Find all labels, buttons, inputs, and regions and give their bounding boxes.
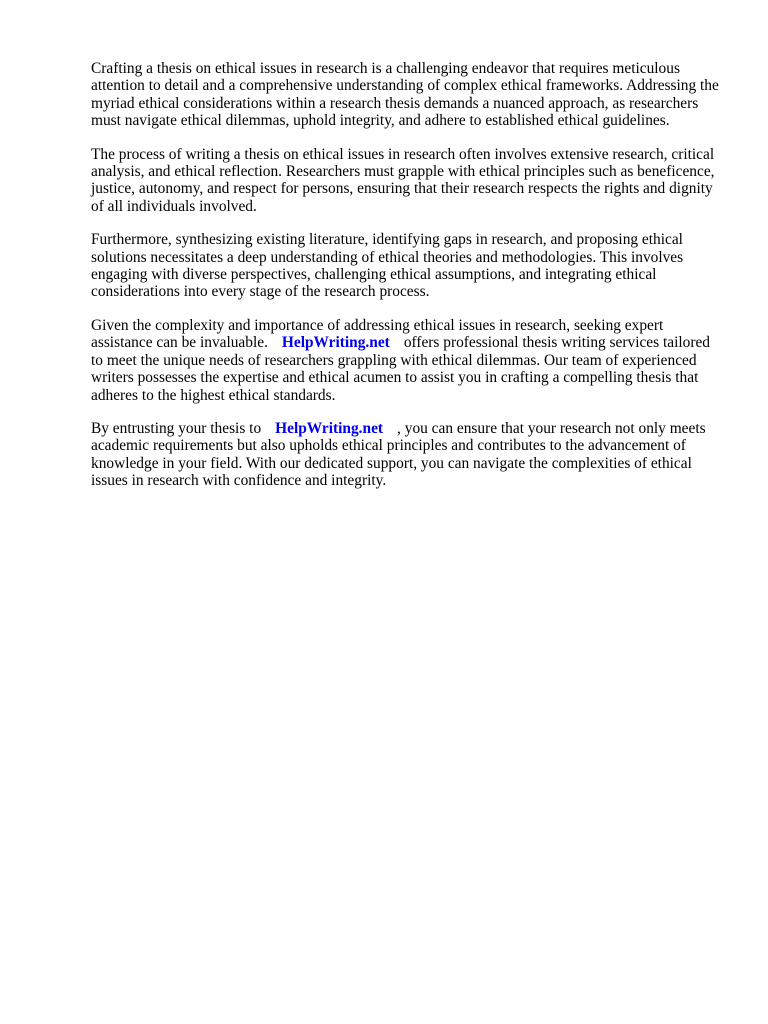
helpwriting-link[interactable]: HelpWriting.net [275, 419, 384, 437]
paragraph-entrusting-text-after: , you can ensure that your research not only meets academic requirements but also upholds ethical principles and contributes to the advancement of knowledge in your field. With our dedicated support, you can navigate the complexities of ethical issues in research with confidence and integrity. [91, 419, 706, 490]
paragraph-furthermore: Furthermore, synthesizing existing literature, identifying gaps in research, and proposing ethical solutions necessitates a deep understanding of ethical theories and methodologies. This involves engaging with diverse perspectives, challenging ethical assumptions, and integrating ethical considerations into every stage of the research process. [91, 231, 684, 301]
paragraph-process: The process of writing a thesis on ethical issues in research often involves extensive research, critical analysis, and ethical reflection. Researchers must grapple with ethical principles such as beneficence, justice, autonomy, and respect for persons, ensuring that their research respects the rights and dignity of all individuals involved. [91, 145, 715, 215]
paragraph-assistance-text-before: Given the complexity and importance of addressing ethical issues in research, seeking expert assistance can be invaluable. [91, 316, 664, 352]
paragraph-entrusting [91, 420, 721, 490]
helpwriting-link[interactable]: HelpWriting.net [281, 334, 390, 352]
paragraph-intro: Crafting a thesis on ethical issues in research is a challenging endeavor that requires meticulous attention to detail and a comprehensive understanding of complex ethical frameworks. Addressing the myriad ethical considerations within a research thesis demands a nuanced approach, as researchers must navigate ethical dilemmas, uphold integrity, and adhere to established ethical guidelines. [91, 60, 719, 130]
paragraph-assistance-text-after: offers professional thesis writing services tailored to meet the unique needs of researchers grappling with ethical dilemmas. Our team of experienced writers possesses the expertise and ethical acumen to assist you in crafting a compelling thesis that adheres to the highest ethical standards. [91, 334, 710, 404]
paragraph-entrusting-text-before: By entrusting your thesis to [91, 419, 262, 437]
paragraph-assistance [91, 317, 721, 404]
document-body [91, 60, 721, 506]
